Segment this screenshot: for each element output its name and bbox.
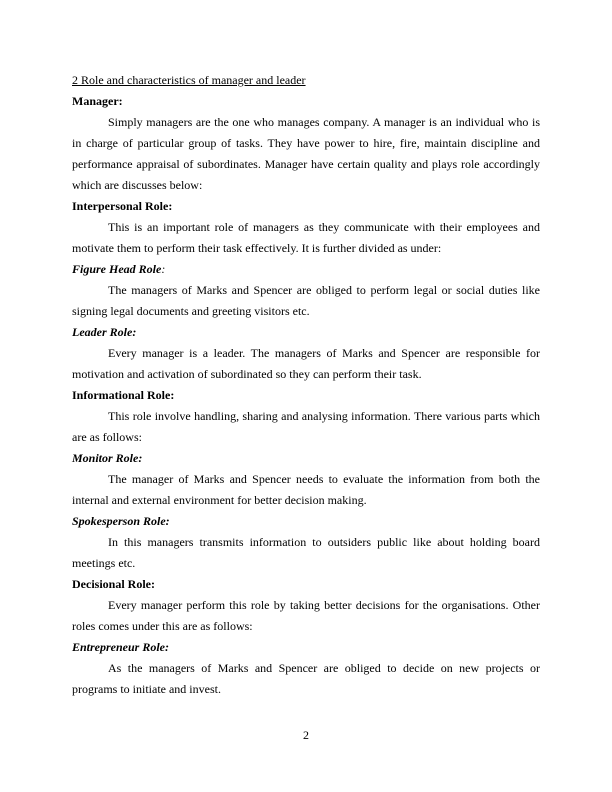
subheading-entrepreneur-role: Entrepreneur Role: — [72, 640, 170, 654]
page-number: 2 — [303, 728, 309, 742]
section-title: 2 Role and characteristics of manager and leader — [72, 73, 306, 87]
heading-manager: Manager: — [72, 94, 123, 108]
heading-decisional-role: Decisional Role: — [72, 577, 155, 591]
paragraph-informational-role: This role involve handling, sharing and analysing information. There various parts which are as follows: — [72, 409, 540, 444]
subheading-figure-head-role-colon: : — [161, 262, 166, 276]
paragraph-entrepreneur-role: As the managers of Marks and Spencer are obliged to decide on new projects or programs to initiate and invest. — [72, 661, 540, 696]
paragraph-figure-head-role: The managers of Marks and Spencer are obliged to perform legal or social duties like signing legal documents and greeting visitors etc. — [72, 283, 540, 318]
page-content — [72, 70, 540, 700]
heading-informational-role: Informational Role: — [72, 388, 175, 402]
subheading-spokesperson-role: Spokesperson Role: — [72, 514, 170, 528]
paragraph-manager: Simply managers are the one who manages company. A manager is an individual who is in charge of particular group of tasks. They have power to hire, fire, maintain discipline and performance appraisal of subordinates. Manager have certain quality and plays role accordingly which are discusses below: — [72, 115, 540, 192]
paragraph-decisional-role: Every manager perform this role by taking better decisions for the organisations. Other roles comes under this are as follows: — [72, 598, 540, 633]
subheading-figure-head-role-text: Figure Head Role — [72, 262, 162, 276]
heading-interpersonal-role: Interpersonal Role: — [72, 199, 173, 213]
subheading-leader-role: Leader Role: — [72, 325, 137, 339]
paragraph-spokesperson-role: In this managers transmits information to outsiders public like about holding board meetings etc. — [72, 535, 540, 570]
paragraph-leader-role: Every manager is a leader. The managers of Marks and Spencer are responsible for motivation and activation of subordinated so they can perform their task. — [72, 346, 540, 381]
paragraph-interpersonal-role: This is an important role of managers as they communicate with their employees and motivate them to perform their task effectively. It is further divided as under: — [72, 220, 540, 255]
paragraph-monitor-role: The manager of Marks and Spencer needs to evaluate the information from both the internal and external environment for better decision making. — [72, 472, 540, 507]
subheading-monitor-role: Monitor Role: — [72, 451, 143, 465]
subheading-figure-head-role — [72, 259, 540, 280]
